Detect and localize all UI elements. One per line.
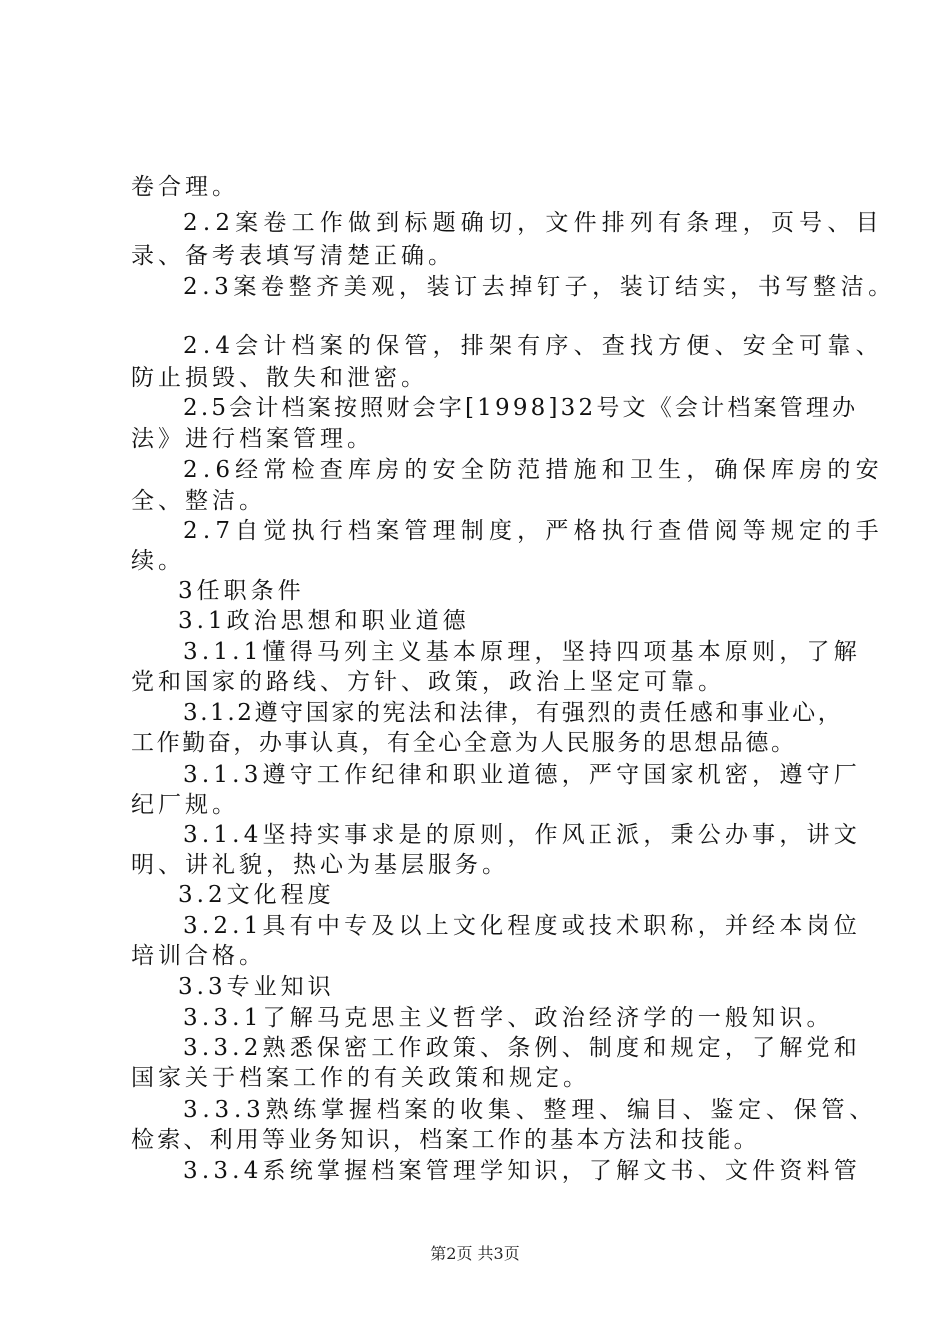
text-line: 3.3.4系统掌握档案管理学知识，了解文书、文件资料管: [183, 1158, 861, 1184]
text-line: 3.3.2熟悉保密工作政策、条例、制度和规定，了解党和: [183, 1035, 861, 1061]
text-line: 国家关于档案工作的有关政策和规定。: [131, 1065, 590, 1091]
subsection-heading: 3.3专业知识: [178, 974, 335, 1000]
text-line: 录、备考表填写清楚正确。: [131, 243, 455, 269]
text-line: 2.2案卷工作做到标题确切，文件排列有条理，页号、目: [183, 210, 884, 236]
text-line: 防止损毁、散失和泄密。: [131, 365, 428, 391]
text-line: 3.1.4坚持实事求是的原则，作风正派，秉公办事，讲文: [183, 822, 861, 848]
text-line: 明、讲礼貌，热心为基层服务。: [131, 852, 509, 878]
text-line: 2.4会计档案的保管，排架有序、查找方便、安全可靠、: [183, 333, 884, 359]
text-line: 纪厂规。: [131, 792, 239, 818]
text-line: 3.2.1具有中专及以上文化程度或技术职称，并经本岗位: [183, 913, 861, 939]
text-line: 续。: [131, 548, 185, 574]
subsection-heading: 3.1政治思想和职业道德: [178, 608, 470, 634]
text-line: 党和国家的路线、方针、政策，政治上坚定可靠。: [131, 669, 725, 695]
text-line: 2.5会计档案按照财会字[1998]32号文《会计档案管理办: [183, 395, 859, 421]
text-line: 3.3.3熟练掌握档案的收集、整理、编目、鉴定、保管、: [183, 1097, 878, 1123]
text-line: 培训合格。: [131, 943, 266, 969]
text-line: 卷合理。: [131, 174, 239, 200]
text-line: 2.6经常检查库房的安全防范措施和卫生，确保库房的安: [183, 457, 884, 483]
text-line: 工作勤奋，办事认真，有全心全意为人民服务的思想品德。: [131, 730, 797, 756]
text-line: 2.3案卷整齐美观，装订去掉钉子，装订结实，书写整洁。: [183, 274, 896, 300]
section-heading: 3任职条件: [178, 578, 305, 604]
text-line: 3.3.1了解马克思主义哲学、政治经济学的一般知识。: [183, 1005, 834, 1031]
text-line: 3.1.2遵守国家的宪法和法律，有强烈的责任感和事业心，: [183, 700, 844, 726]
text-line: 检索、利用等业务知识，档案工作的基本方法和技能。: [131, 1127, 760, 1153]
text-line: 法》进行档案管理。: [131, 426, 374, 452]
subsection-heading: 3.2文化程度: [178, 882, 335, 908]
text-line: 3.1.3遵守工作纪律和职业道德，严守国家机密，遵守厂: [183, 762, 861, 788]
text-line: 3.1.1懂得马列主义基本原理，坚持四项基本原则，了解: [183, 639, 861, 665]
text-line: 2.7自觉执行档案管理制度，严格执行查借阅等规定的手: [183, 518, 884, 544]
text-line: 全、整洁。: [131, 488, 266, 514]
page-footer: 第2页 共3页: [430, 1244, 520, 1263]
